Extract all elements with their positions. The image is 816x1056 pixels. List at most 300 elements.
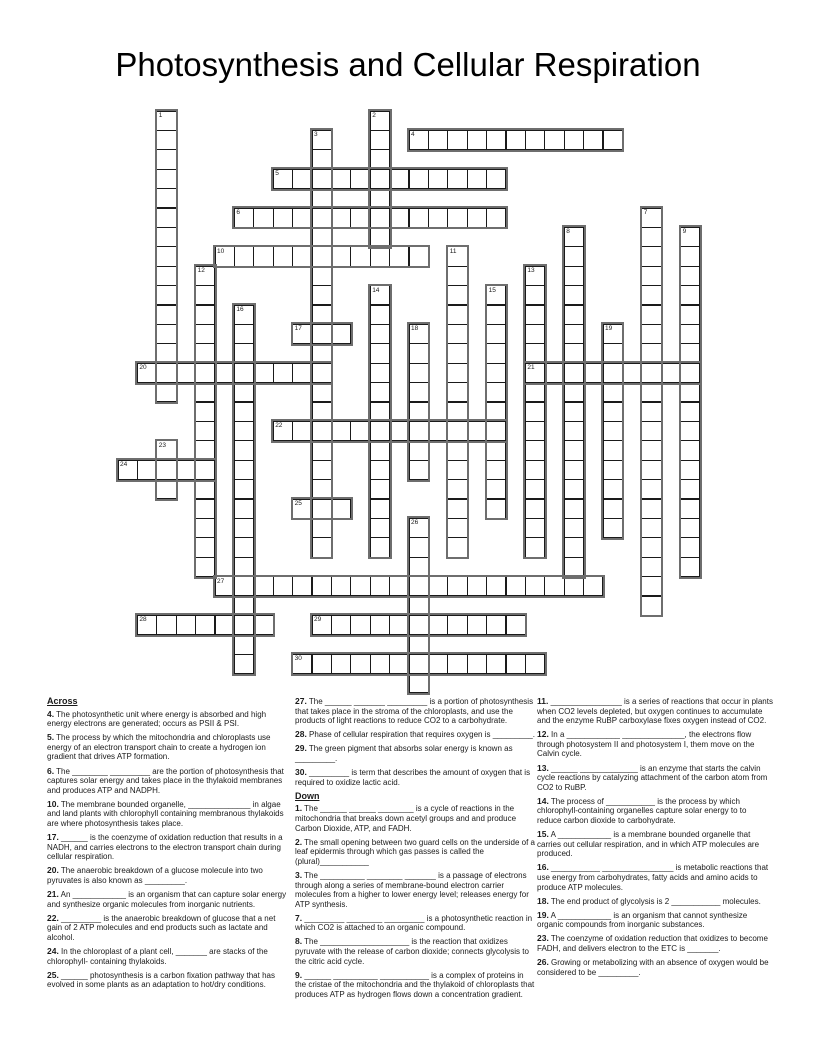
grid-cell[interactable]	[389, 615, 409, 635]
grid-cell[interactable]	[544, 576, 564, 596]
grid-cell[interactable]	[680, 324, 700, 344]
grid-cell[interactable]	[467, 615, 487, 635]
grid-cell[interactable]	[603, 460, 623, 480]
grid-cell[interactable]	[603, 363, 623, 383]
grid-cell[interactable]	[525, 460, 545, 480]
grid-cell[interactable]	[486, 130, 506, 150]
grid-cell[interactable]	[525, 421, 545, 441]
grid-cell[interactable]	[331, 654, 351, 674]
grid-cell[interactable]	[467, 654, 487, 674]
grid-cell[interactable]	[273, 246, 293, 266]
grid-cell[interactable]	[544, 130, 564, 150]
grid-cell[interactable]	[234, 634, 254, 654]
grid-cell[interactable]	[680, 227, 700, 247]
grid-cell[interactable]	[137, 615, 157, 635]
grid-cell[interactable]	[370, 654, 390, 674]
grid-cell[interactable]	[195, 479, 215, 499]
grid-cell[interactable]	[389, 654, 409, 674]
grid-cell[interactable]	[195, 324, 215, 344]
grid-cell[interactable]	[486, 654, 506, 674]
grid-cell[interactable]	[641, 382, 661, 402]
grid-cell[interactable]	[234, 537, 254, 557]
grid-cell[interactable]	[447, 576, 467, 596]
grid-cell[interactable]	[331, 246, 351, 266]
grid-cell[interactable]	[234, 363, 254, 383]
grid-cell[interactable]	[447, 305, 467, 325]
grid-cell[interactable]	[253, 208, 273, 228]
grid-cell[interactable]	[137, 460, 157, 480]
grid-cell[interactable]	[292, 246, 312, 266]
grid-cell[interactable]	[331, 576, 351, 596]
grid-cell[interactable]	[680, 557, 700, 577]
grid-cell[interactable]	[525, 363, 545, 383]
grid-cell[interactable]	[486, 324, 506, 344]
grid-cell[interactable]	[447, 343, 467, 363]
grid-cell[interactable]	[409, 402, 429, 422]
grid-cell[interactable]	[234, 343, 254, 363]
grid-cell[interactable]	[312, 208, 332, 228]
grid-cell[interactable]	[389, 208, 409, 228]
grid-cell[interactable]	[156, 479, 176, 499]
grid-cell[interactable]	[292, 421, 312, 441]
grid-cell[interactable]	[428, 654, 448, 674]
grid-cell[interactable]	[312, 188, 332, 208]
grid-cell[interactable]	[525, 537, 545, 557]
grid-cell[interactable]	[312, 343, 332, 363]
grid-cell[interactable]	[195, 382, 215, 402]
grid-cell[interactable]	[156, 149, 176, 169]
grid-cell[interactable]	[350, 615, 370, 635]
grid-cell[interactable]	[234, 324, 254, 344]
grid-cell[interactable]	[292, 654, 312, 674]
grid-cell[interactable]	[680, 266, 700, 286]
grid-cell[interactable]	[409, 343, 429, 363]
grid-cell[interactable]	[118, 460, 138, 480]
grid-cell[interactable]	[409, 382, 429, 402]
grid-cell[interactable]	[680, 479, 700, 499]
grid-cell[interactable]	[234, 499, 254, 519]
grid-cell[interactable]	[641, 285, 661, 305]
grid-cell[interactable]	[525, 654, 545, 674]
grid-cell[interactable]	[215, 576, 235, 596]
grid-cell[interactable]	[486, 499, 506, 519]
grid-cell[interactable]	[370, 460, 390, 480]
grid-cell[interactable]	[312, 576, 332, 596]
grid-cell[interactable]	[234, 654, 254, 674]
grid-cell[interactable]	[312, 130, 332, 150]
grid-cell[interactable]	[680, 382, 700, 402]
grid-cell[interactable]	[273, 169, 293, 189]
grid-cell[interactable]	[603, 479, 623, 499]
grid-cell[interactable]	[564, 537, 584, 557]
grid-cell[interactable]	[467, 421, 487, 441]
grid-cell[interactable]	[195, 421, 215, 441]
grid-cell[interactable]	[603, 382, 623, 402]
grid-cell[interactable]	[292, 208, 312, 228]
grid-cell[interactable]	[370, 402, 390, 422]
grid-cell[interactable]	[486, 460, 506, 480]
grid-cell[interactable]	[312, 440, 332, 460]
grid-cell[interactable]	[409, 518, 429, 538]
grid-cell[interactable]	[195, 615, 215, 635]
grid-cell[interactable]	[156, 305, 176, 325]
grid-cell[interactable]	[350, 208, 370, 228]
grid-cell[interactable]	[447, 266, 467, 286]
grid-cell[interactable]	[312, 363, 332, 383]
grid-cell[interactable]	[486, 382, 506, 402]
grid-cell[interactable]	[234, 479, 254, 499]
grid-cell[interactable]	[641, 479, 661, 499]
grid-cell[interactable]	[564, 227, 584, 247]
grid-cell[interactable]	[506, 130, 526, 150]
grid-cell[interactable]	[641, 227, 661, 247]
grid-cell[interactable]	[409, 363, 429, 383]
grid-cell[interactable]	[486, 421, 506, 441]
grid-cell[interactable]	[273, 363, 293, 383]
grid-cell[interactable]	[603, 343, 623, 363]
grid-cell[interactable]	[525, 324, 545, 344]
grid-cell[interactable]	[312, 537, 332, 557]
grid-cell[interactable]	[506, 654, 526, 674]
grid-cell[interactable]	[331, 169, 351, 189]
grid-cell[interactable]	[350, 576, 370, 596]
grid-cell[interactable]	[195, 557, 215, 577]
grid-cell[interactable]	[486, 615, 506, 635]
grid-cell[interactable]	[467, 130, 487, 150]
grid-cell[interactable]	[409, 634, 429, 654]
grid-cell[interactable]	[525, 343, 545, 363]
grid-cell[interactable]	[234, 208, 254, 228]
grid-cell[interactable]	[292, 324, 312, 344]
grid-cell[interactable]	[564, 285, 584, 305]
grid-cell[interactable]	[447, 363, 467, 383]
grid-cell[interactable]	[253, 363, 273, 383]
grid-cell[interactable]	[370, 440, 390, 460]
grid-cell[interactable]	[428, 421, 448, 441]
grid-cell[interactable]	[253, 615, 273, 635]
grid-cell[interactable]	[544, 363, 564, 383]
grid-cell[interactable]	[447, 382, 467, 402]
grid-cell[interactable]	[486, 479, 506, 499]
grid-cell[interactable]	[234, 576, 254, 596]
grid-cell[interactable]	[370, 149, 390, 169]
grid-cell[interactable]	[156, 188, 176, 208]
grid-cell[interactable]	[680, 499, 700, 519]
grid-cell[interactable]	[525, 440, 545, 460]
grid-cell[interactable]	[447, 654, 467, 674]
grid-cell[interactable]	[641, 402, 661, 422]
grid-cell[interactable]	[622, 363, 642, 383]
grid-cell[interactable]	[370, 169, 390, 189]
grid-cell[interactable]	[467, 169, 487, 189]
grid-cell[interactable]	[234, 557, 254, 577]
grid-cell[interactable]	[641, 460, 661, 480]
grid-cell[interactable]	[409, 421, 429, 441]
grid-cell[interactable]	[156, 266, 176, 286]
grid-cell[interactable]	[641, 537, 661, 557]
grid-cell[interactable]	[370, 615, 390, 635]
grid-cell[interactable]	[331, 324, 351, 344]
grid-cell[interactable]	[370, 537, 390, 557]
grid-cell[interactable]	[564, 305, 584, 325]
grid-cell[interactable]	[312, 285, 332, 305]
grid-cell[interactable]	[370, 343, 390, 363]
grid-cell[interactable]	[195, 363, 215, 383]
grid-cell[interactable]	[156, 246, 176, 266]
grid-cell[interactable]	[137, 363, 157, 383]
grid-cell[interactable]	[370, 421, 390, 441]
grid-cell[interactable]	[234, 460, 254, 480]
grid-cell[interactable]	[506, 615, 526, 635]
grid-cell[interactable]	[409, 460, 429, 480]
grid-cell[interactable]	[680, 518, 700, 538]
grid-cell[interactable]	[312, 246, 332, 266]
grid-cell[interactable]	[312, 460, 332, 480]
grid-cell[interactable]	[312, 499, 332, 519]
grid-cell[interactable]	[447, 440, 467, 460]
grid-cell[interactable]	[409, 557, 429, 577]
grid-cell[interactable]	[525, 305, 545, 325]
grid-cell[interactable]	[409, 169, 429, 189]
grid-cell[interactable]	[564, 343, 584, 363]
grid-cell[interactable]	[156, 363, 176, 383]
grid-cell[interactable]	[195, 537, 215, 557]
grid-cell[interactable]	[312, 324, 332, 344]
grid-cell[interactable]	[312, 382, 332, 402]
grid-cell[interactable]	[312, 421, 332, 441]
grid-cell[interactable]	[156, 227, 176, 247]
grid-cell[interactable]	[661, 363, 681, 383]
grid-cell[interactable]	[350, 421, 370, 441]
grid-cell[interactable]	[312, 518, 332, 538]
grid-cell[interactable]	[176, 615, 196, 635]
grid-cell[interactable]	[253, 576, 273, 596]
grid-cell[interactable]	[641, 557, 661, 577]
grid-cell[interactable]	[447, 169, 467, 189]
grid-cell[interactable]	[564, 363, 584, 383]
grid-cell[interactable]	[680, 343, 700, 363]
grid-cell[interactable]	[525, 499, 545, 519]
grid-cell[interactable]	[331, 615, 351, 635]
grid-cell[interactable]	[641, 421, 661, 441]
grid-cell[interactable]	[447, 324, 467, 344]
grid-cell[interactable]	[312, 615, 332, 635]
grid-cell[interactable]	[176, 363, 196, 383]
grid-cell[interactable]	[195, 343, 215, 363]
grid-cell[interactable]	[253, 246, 273, 266]
grid-cell[interactable]	[156, 111, 176, 131]
grid-cell[interactable]	[564, 479, 584, 499]
grid-cell[interactable]	[195, 402, 215, 422]
grid-cell[interactable]	[680, 537, 700, 557]
grid-cell[interactable]	[506, 576, 526, 596]
grid-cell[interactable]	[156, 460, 176, 480]
grid-cell[interactable]	[370, 130, 390, 150]
grid-cell[interactable]	[641, 499, 661, 519]
grid-cell[interactable]	[603, 324, 623, 344]
grid-cell[interactable]	[312, 305, 332, 325]
grid-cell[interactable]	[156, 382, 176, 402]
grid-cell[interactable]	[564, 402, 584, 422]
grid-cell[interactable]	[680, 460, 700, 480]
grid-cell[interactable]	[603, 518, 623, 538]
grid-cell[interactable]	[234, 596, 254, 616]
grid-cell[interactable]	[486, 169, 506, 189]
grid-cell[interactable]	[370, 382, 390, 402]
grid-cell[interactable]	[564, 557, 584, 577]
grid-cell[interactable]	[486, 285, 506, 305]
grid-cell[interactable]	[409, 673, 429, 693]
grid-cell[interactable]	[331, 421, 351, 441]
grid-cell[interactable]	[525, 479, 545, 499]
grid-cell[interactable]	[312, 402, 332, 422]
grid-cell[interactable]	[486, 576, 506, 596]
grid-cell[interactable]	[428, 130, 448, 150]
grid-cell[interactable]	[370, 208, 390, 228]
grid-cell[interactable]	[234, 305, 254, 325]
grid-cell[interactable]	[409, 130, 429, 150]
grid-cell[interactable]	[564, 266, 584, 286]
grid-cell[interactable]	[583, 576, 603, 596]
grid-cell[interactable]	[564, 421, 584, 441]
grid-cell[interactable]	[409, 246, 429, 266]
grid-cell[interactable]	[525, 402, 545, 422]
grid-cell[interactable]	[641, 266, 661, 286]
grid-cell[interactable]	[447, 615, 467, 635]
grid-cell[interactable]	[350, 654, 370, 674]
grid-cell[interactable]	[156, 130, 176, 150]
grid-cell[interactable]	[156, 169, 176, 189]
grid-cell[interactable]	[409, 596, 429, 616]
grid-cell[interactable]	[409, 440, 429, 460]
grid-cell[interactable]	[428, 208, 448, 228]
grid-cell[interactable]	[370, 188, 390, 208]
grid-cell[interactable]	[564, 518, 584, 538]
grid-cell[interactable]	[312, 479, 332, 499]
grid-cell[interactable]	[525, 266, 545, 286]
grid-cell[interactable]	[603, 421, 623, 441]
grid-cell[interactable]	[447, 460, 467, 480]
grid-cell[interactable]	[156, 208, 176, 228]
grid-cell[interactable]	[176, 460, 196, 480]
grid-cell[interactable]	[447, 402, 467, 422]
grid-cell[interactable]	[331, 208, 351, 228]
grid-cell[interactable]	[641, 305, 661, 325]
grid-cell[interactable]	[292, 576, 312, 596]
grid-cell[interactable]	[564, 440, 584, 460]
grid-cell[interactable]	[370, 305, 390, 325]
grid-cell[interactable]	[234, 518, 254, 538]
grid-cell[interactable]	[641, 576, 661, 596]
grid-cell[interactable]	[156, 343, 176, 363]
grid-cell[interactable]	[156, 285, 176, 305]
grid-cell[interactable]	[370, 363, 390, 383]
grid-cell[interactable]	[641, 440, 661, 460]
grid-cell[interactable]	[447, 208, 467, 228]
grid-cell[interactable]	[195, 440, 215, 460]
grid-cell[interactable]	[195, 518, 215, 538]
grid-cell[interactable]	[195, 499, 215, 519]
grid-cell[interactable]	[641, 324, 661, 344]
grid-cell[interactable]	[603, 440, 623, 460]
grid-cell[interactable]	[680, 305, 700, 325]
grid-cell[interactable]	[215, 363, 235, 383]
grid-cell[interactable]	[370, 324, 390, 344]
grid-cell[interactable]	[370, 518, 390, 538]
grid-cell[interactable]	[312, 654, 332, 674]
grid-cell[interactable]	[234, 440, 254, 460]
grid-cell[interactable]	[680, 421, 700, 441]
grid-cell[interactable]	[680, 440, 700, 460]
grid-cell[interactable]	[641, 518, 661, 538]
grid-cell[interactable]	[525, 382, 545, 402]
grid-cell[interactable]	[525, 576, 545, 596]
grid-cell[interactable]	[486, 363, 506, 383]
grid-cell[interactable]	[312, 149, 332, 169]
grid-cell[interactable]	[389, 169, 409, 189]
grid-cell[interactable]	[370, 499, 390, 519]
grid-cell[interactable]	[156, 615, 176, 635]
grid-cell[interactable]	[370, 479, 390, 499]
grid-cell[interactable]	[641, 208, 661, 228]
grid-cell[interactable]	[273, 421, 293, 441]
grid-cell[interactable]	[603, 402, 623, 422]
grid-cell[interactable]	[312, 266, 332, 286]
grid-cell[interactable]	[234, 382, 254, 402]
grid-cell[interactable]	[680, 402, 700, 422]
grid-cell[interactable]	[215, 246, 235, 266]
grid-cell[interactable]	[603, 499, 623, 519]
grid-cell[interactable]	[409, 537, 429, 557]
grid-cell[interactable]	[370, 246, 390, 266]
grid-cell[interactable]	[370, 111, 390, 131]
grid-cell[interactable]	[195, 305, 215, 325]
grid-cell[interactable]	[234, 421, 254, 441]
grid-cell[interactable]	[525, 130, 545, 150]
grid-cell[interactable]	[389, 576, 409, 596]
grid-cell[interactable]	[564, 460, 584, 480]
grid-cell[interactable]	[370, 227, 390, 247]
grid-cell[interactable]	[447, 421, 467, 441]
grid-cell[interactable]	[583, 130, 603, 150]
grid-cell[interactable]	[312, 227, 332, 247]
grid-cell[interactable]	[234, 402, 254, 422]
grid-cell[interactable]	[234, 246, 254, 266]
grid-cell[interactable]	[583, 363, 603, 383]
grid-cell[interactable]	[195, 266, 215, 286]
grid-cell[interactable]	[350, 169, 370, 189]
grid-cell[interactable]	[603, 130, 623, 150]
grid-cell[interactable]	[370, 285, 390, 305]
grid-cell[interactable]	[409, 208, 429, 228]
grid-cell[interactable]	[564, 499, 584, 519]
grid-cell[interactable]	[486, 208, 506, 228]
grid-cell[interactable]	[331, 499, 351, 519]
grid-cell[interactable]	[428, 576, 448, 596]
grid-cell[interactable]	[447, 479, 467, 499]
grid-cell[interactable]	[467, 576, 487, 596]
grid-cell[interactable]	[680, 285, 700, 305]
grid-cell[interactable]	[447, 499, 467, 519]
grid-cell[interactable]	[447, 130, 467, 150]
grid-cell[interactable]	[409, 576, 429, 596]
grid-cell[interactable]	[564, 246, 584, 266]
grid-cell[interactable]	[486, 343, 506, 363]
grid-cell[interactable]	[428, 615, 448, 635]
grid-cell[interactable]	[273, 208, 293, 228]
grid-cell[interactable]	[292, 499, 312, 519]
grid-cell[interactable]	[273, 576, 293, 596]
